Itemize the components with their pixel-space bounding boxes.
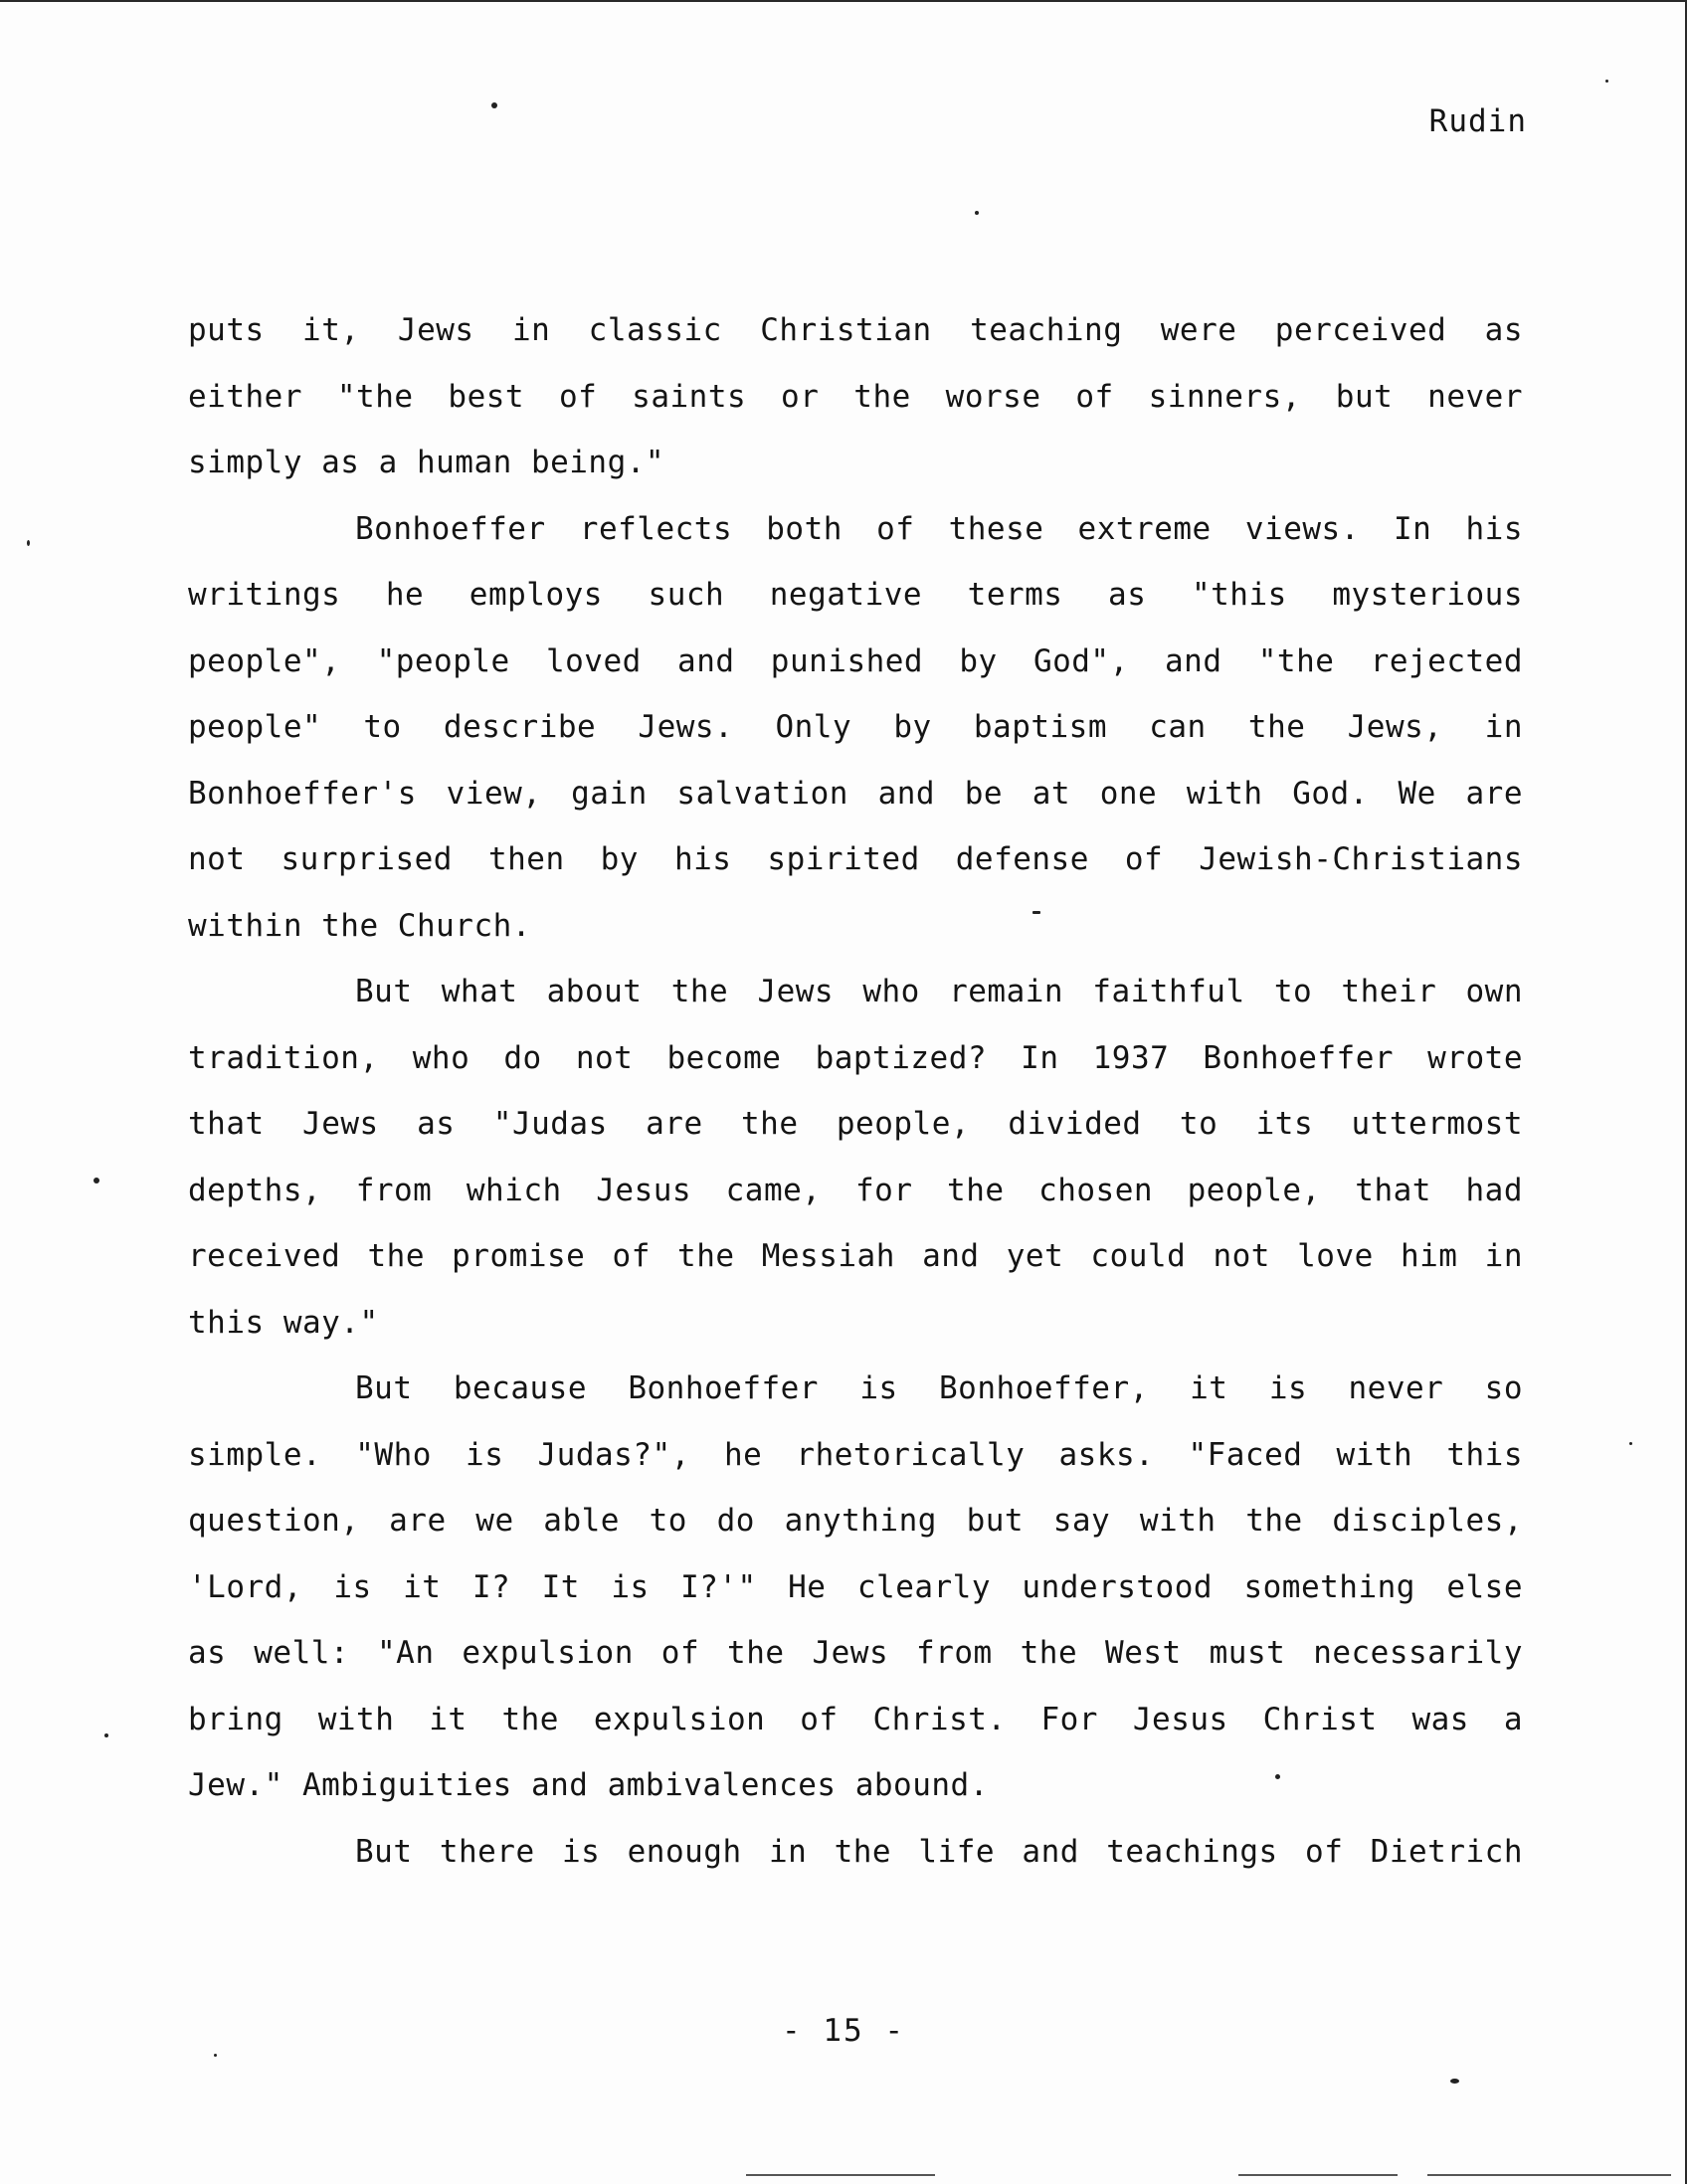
page-number: - 15 - [782,2013,905,2049]
scan-speck [214,2054,217,2057]
text-line: But what about the Jews who remain faithful to their own [355,974,1523,1009]
scan-mark-bottom-rule [1427,2174,1671,2176]
text-line: either "the best of saints or the worse of sinners, but never [188,378,1523,415]
scan-speck [1275,1774,1280,1779]
scan-speck [1032,911,1040,914]
text-line: puts it, Jews in classic Christian teaching were perceived as [188,312,1523,348]
scan-speck [1629,1442,1632,1445]
scan-speck [975,211,979,215]
text-line: within the Church. [188,907,531,944]
text-line: Bonhoeffer's view, gain salvation and be at one with God. We are [188,775,1523,812]
scan-speck [491,102,497,108]
scan-mark-bottom-rule [746,2174,935,2176]
text-line: bring with it the expulsion of Christ. For Jesus Christ was a [188,1701,1523,1737]
text-line: 'Lord, is it I? It is I?'" He clearly understood something else [188,1568,1523,1605]
scan-speck [104,1733,108,1737]
body-text [188,297,1523,1885]
text-line: question, are we able to do anything but say with the disciples, [188,1503,1523,1539]
text-line: people" to describe Jews. Only by baptism can the Jews, in [188,709,1523,745]
scan-edge-top [0,0,1687,2]
text-line: depths, from which Jesus came, for the chosen people, that had [188,1172,1523,1208]
text-line: tradition, who do not become baptized? In 1937 Bonhoeffer wrote [188,1039,1523,1076]
running-head: Rudin [1428,103,1527,139]
text-line: simple. "Who is Judas?", he rhetorically asks. "Faced with this [188,1436,1523,1473]
text-line: that Jews as "Judas are the people, divided to its uttermost [188,1106,1523,1142]
text-line: this way." [188,1304,379,1341]
text-line: But because Bonhoeffer is Bonhoeffer, it is never so [355,1370,1523,1406]
text-line: not surprised then by his spirited defense of Jewish-Christians [188,841,1523,877]
scan-speck [1605,80,1608,83]
text-line: Bonhoeffer reflects both of these extreme views. In his [355,510,1523,547]
scan-speck [27,540,30,546]
scan-mark-bottom-rule [1238,2174,1398,2176]
text-line: writings he employs such negative terms as "this mysterious [188,577,1523,613]
text-line: people", "people loved and punished by God", and "the rejected [188,642,1523,679]
scan-speck [94,1178,99,1183]
text-line: But there is enough in the life and teachings of Dietrich [355,1833,1523,1870]
text-line: simply as a human being." [188,445,665,480]
text-line: Jew." Ambiguities and ambivalences abound. [188,1767,989,1803]
text-line: as well: "An expulsion of the Jews from the West must necessarily [188,1635,1523,1671]
scan-speck [1450,2079,1459,2084]
text-line: received the promise of the Messiah and yet could not love him in [188,1238,1523,1274]
